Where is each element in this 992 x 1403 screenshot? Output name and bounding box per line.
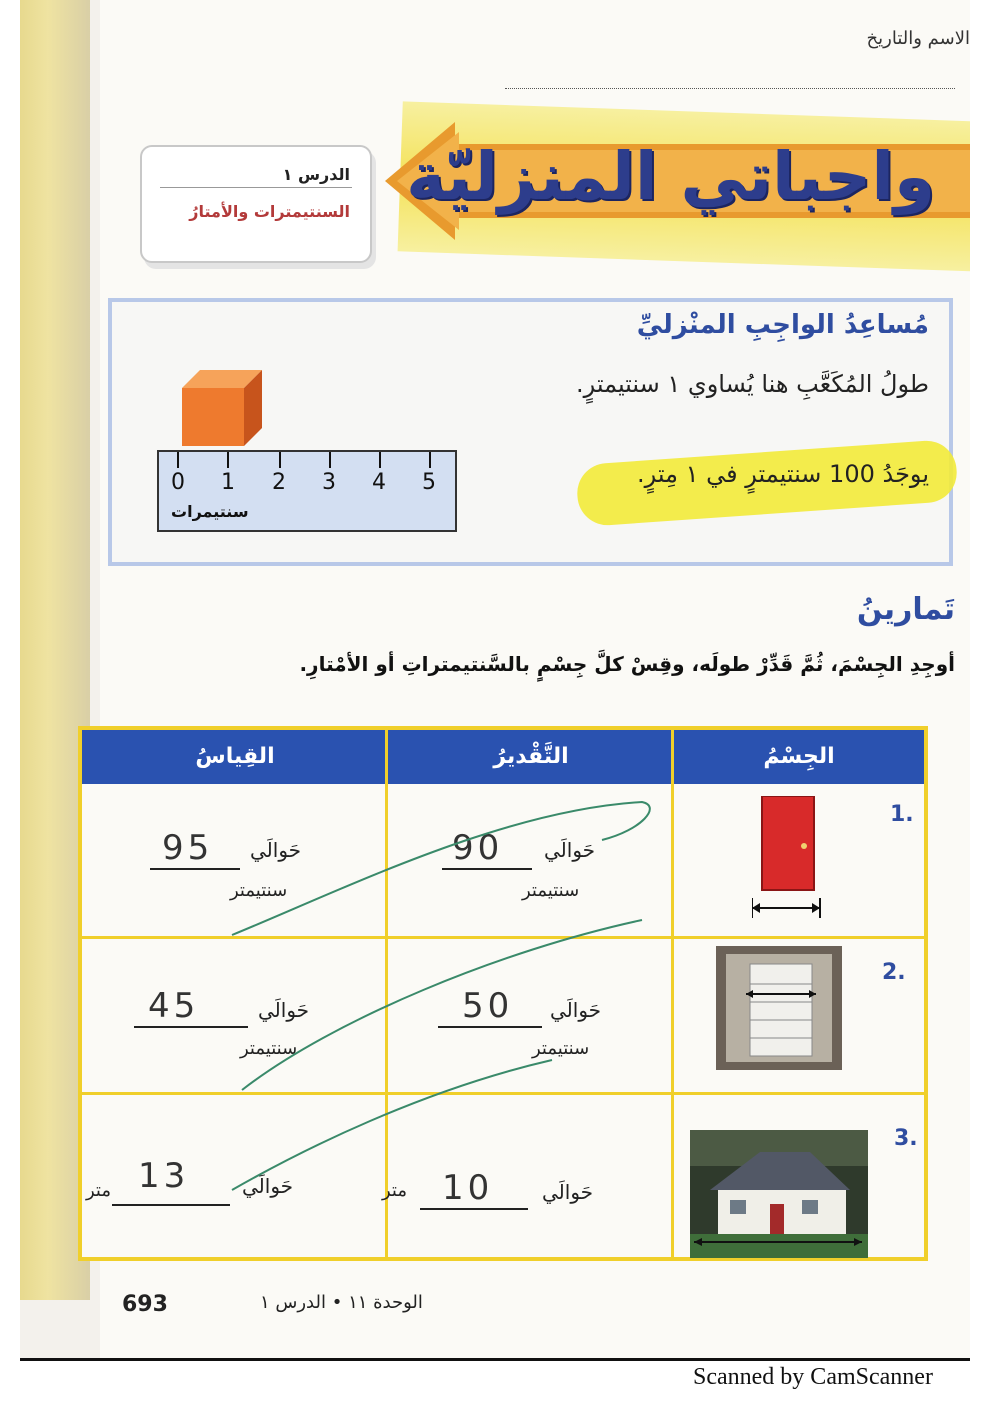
approx-label: حَوالَي	[242, 1174, 294, 1198]
footer-unit-lesson: الوحدة ١١ • الدرس ١	[260, 1292, 423, 1313]
table-header	[82, 730, 924, 784]
homework-helper-box	[108, 298, 953, 566]
approx-label: حَوالَي	[542, 1180, 594, 1204]
name-date-label: الاسم والتاريخ	[866, 28, 970, 49]
approx-label: حَوالَي	[258, 998, 310, 1022]
ruler-tick	[177, 452, 179, 468]
table-divider	[82, 1092, 924, 1095]
measure-answer: 45	[148, 986, 200, 1026]
column-header-object: الجِسْمُ	[763, 744, 835, 769]
approx-label: حَوالَي	[544, 838, 596, 862]
ruler-number: 0	[171, 470, 185, 495]
ruler-number: 3	[322, 470, 336, 495]
table-divider	[82, 936, 924, 939]
exercise-table	[78, 726, 928, 1261]
measure-answer: 13	[138, 1156, 190, 1196]
ruler-tick	[279, 452, 281, 468]
ruler-tick	[429, 452, 431, 468]
table-divider	[671, 730, 674, 1257]
table-divider	[385, 730, 388, 1257]
name-date-line	[505, 88, 955, 89]
ruler-tick	[227, 452, 229, 468]
lesson-number: الدرس ١	[282, 165, 350, 184]
ruler-tick	[379, 452, 381, 468]
estimate-answer: 10	[442, 1168, 494, 1208]
row-number: 3.	[894, 1126, 918, 1151]
ruler-number: 2	[272, 470, 286, 495]
ruler-label: سنتيمرات	[171, 502, 249, 521]
cube-icon	[182, 370, 262, 448]
helper-text-meter: يوجَدُ 100 سنتيمترٍ في ١ مِترٍ.	[636, 460, 929, 488]
approx-label: حَوالَي	[550, 998, 602, 1022]
unit-label: سنتيمتر	[532, 1038, 590, 1059]
helper-text-cube: طولُ المُكَعَّبِ هنا يُساوي ١ سنتيمترٍ.	[575, 370, 929, 398]
ruler-number: 5	[422, 470, 436, 495]
row-number: 1.	[890, 802, 914, 827]
unit-label: متر	[382, 1180, 408, 1201]
unit-label: متر	[86, 1180, 112, 1201]
scanned-page	[20, 0, 970, 1360]
ruler-tick	[329, 452, 331, 468]
scan-border	[20, 1358, 970, 1361]
unit-label: سنتيمتر	[522, 880, 580, 901]
dresser-icon	[716, 946, 842, 1070]
worksheet-page	[86, 0, 970, 1360]
page-number: 693	[122, 1292, 168, 1317]
house-icon	[690, 1130, 868, 1258]
ruler	[157, 450, 457, 532]
scanner-watermark: Scanned by CamScanner	[693, 1364, 933, 1390]
approx-label: حَوالَي	[250, 838, 302, 862]
column-header-measure: القِياسُ	[195, 744, 275, 769]
column-header-estimate: التَّقْديرُ	[493, 744, 569, 769]
helper-title: مُساعِدُ الواجِبِ المنْزليِّ	[636, 310, 929, 340]
lesson-divider	[160, 187, 352, 188]
lesson-box	[140, 145, 372, 263]
estimate-answer: 50	[462, 986, 514, 1026]
ruler-number: 1	[221, 470, 235, 495]
page-title: واجباتي المنزليّة	[406, 138, 935, 215]
lesson-name: السنتيمترات والأمتارُ	[189, 202, 350, 221]
row-number: 2.	[882, 960, 906, 985]
ruler-number: 4	[372, 470, 386, 495]
measure-answer: 95	[162, 828, 214, 868]
exercises-title: تَمارينُ	[856, 592, 955, 627]
estimate-answer: 90	[452, 828, 504, 868]
unit-label: سنتيمتر	[230, 880, 288, 901]
exercises-instruction: أوجِدِ الجِسْمَ، ثُمَّ قَدِّرْ طولَه، وقِسْ كلَّ جِسْمٍ بالسَّنتيمتراتِ أو الأمْتارِ.	[299, 652, 955, 676]
door-icon	[752, 796, 832, 926]
unit-label: سنتيمتر	[240, 1038, 298, 1059]
